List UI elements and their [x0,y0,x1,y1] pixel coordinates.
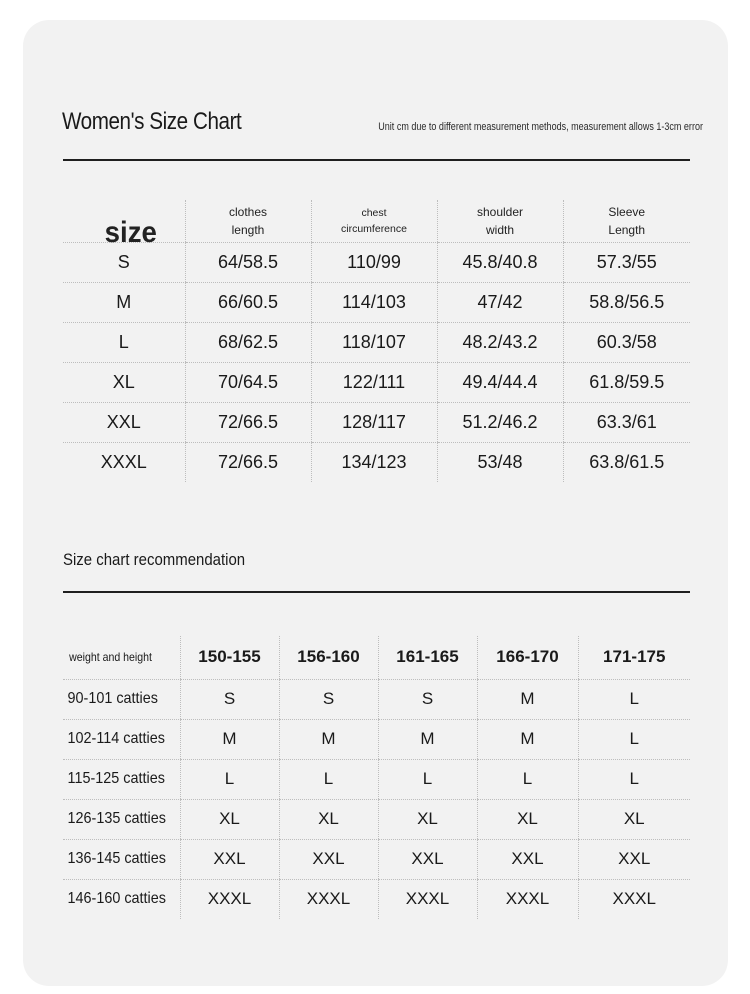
measurement-cell: 45.8/40.8 [437,242,563,282]
title-divider [63,159,690,161]
recommended-size-cell: XXL [279,839,378,879]
measurement-cell: 128/117 [311,402,437,442]
recommended-size-cell: L [578,759,690,799]
measurement-cell: 118/107 [311,322,437,362]
size-row [63,442,690,482]
recommended-size-cell: M [477,679,578,719]
recommendation-row [63,719,690,759]
size-label-cell: XL [63,362,185,402]
recommended-size-cell: M [180,719,279,759]
size-recommendation-table [63,636,690,919]
measurement-cell: 47/42 [437,282,563,322]
header-line: width [485,222,514,237]
recommended-size-cell: XL [180,799,279,839]
size-table-header-row [63,200,690,242]
recommended-size-cell: XL [578,799,690,839]
size-row [63,242,690,282]
measurement-cell: 57.3/55 [563,242,690,282]
header-line: chest [361,206,387,219]
recommended-size-cell: XXL [578,839,690,879]
recommendation-title: Size chart recommendation [63,550,246,569]
recommendation-row [63,679,690,719]
measurement-cell: 48.2/43.2 [437,322,563,362]
measurement-cell: 68/62.5 [185,322,311,362]
height-range-header: 171-175 [578,636,690,679]
recommended-size-cell: XXL [180,839,279,879]
recommended-size-cell: XXXL [279,879,378,919]
recommended-size-cell: XL [477,799,578,839]
recommended-size-cell: S [279,679,378,719]
measurement-cell: 64/58.5 [185,242,311,282]
size-label-cell: XXL [63,402,185,442]
recommendation-row [63,839,690,879]
page-title: Women's Size Chart [62,108,242,135]
measurement-cell: 63.8/61.5 [563,442,690,482]
size-column-header: size [68,200,180,242]
recommended-size-cell: M [279,719,378,759]
measurement-note: Unit cm due to different measurement methods, measurement allows 1-3cm error [378,121,703,133]
weight-range-cell: 102-114 catties [63,719,168,759]
column-header-shoulder-width [437,200,563,242]
size-label-cell: L [63,322,185,362]
recommended-size-cell: L [378,759,477,799]
recommended-size-cell: XXL [477,839,578,879]
recommendation-row [63,799,690,839]
size-label-cell: XXXL [100,451,147,472]
weight-range-cell: 115-125 catties [63,759,168,799]
recommended-size-cell: XXXL [180,879,279,919]
measurement-cell: 58.8/56.5 [563,282,690,322]
height-range-header: 161-165 [378,636,477,679]
column-header-chest-circumference [311,200,437,242]
size-row [63,282,690,322]
recommended-size-cell: XL [279,799,378,839]
measurement-cell: 66/60.5 [185,282,311,322]
weight-height-corner-label: weight and height [63,636,166,679]
header-line: length [231,222,265,237]
measurement-cell: 134/123 [311,442,437,482]
recommended-size-cell: L [180,759,279,799]
header-line: Sleeve [608,204,646,219]
recommended-size-cell: L [477,759,578,799]
weight-range-cell: 146-160 catties [67,890,166,908]
recommended-size-cell: S [180,679,279,719]
size-measurement-table [63,200,690,482]
height-range-header: 150-155 [180,636,279,679]
weight-range-cell: 90-101 catties [63,679,168,719]
measurement-cell: 72/66.5 [185,442,311,482]
measurement-cell: 51.2/46.2 [437,402,563,442]
measurement-cell: 70/64.5 [185,362,311,402]
weight-range-cell: 136-145 catties [63,839,168,879]
measurement-cell: 114/103 [311,282,437,322]
header-line: shoulder [476,204,524,219]
recommendation-header-row [63,636,690,679]
measurement-cell: 110/99 [311,242,437,282]
size-row [63,362,690,402]
size-row [63,322,690,362]
size-label-cell: M [63,282,185,322]
recommended-size-cell: XL [378,799,477,839]
measurement-cell: 72/66.5 [185,402,311,442]
recommended-size-cell: M [477,719,578,759]
header-line: clothes [228,204,268,219]
recommended-size-cell: XXL [378,839,477,879]
weight-range-cell: 126-135 catties [63,799,168,839]
recommended-size-cell: L [578,719,690,759]
recommended-size-cell: XXXL [578,879,690,919]
size-row [63,402,690,442]
column-header-clothes-length [185,200,311,242]
measurement-cell: 53/48 [437,442,563,482]
recommended-size-cell: L [578,679,690,719]
column-header-sleeve-length [563,200,690,242]
height-range-header: 166-170 [477,636,578,679]
recommended-size-cell: L [279,759,378,799]
measurement-cell: 61.8/59.5 [563,362,690,402]
recommended-size-cell: XXXL [477,879,578,919]
recommendation-row [63,879,690,919]
measurement-cell: 63.3/61 [563,402,690,442]
recommendation-divider [63,591,690,593]
size-label-cell: S [63,242,185,282]
recommended-size-cell: S [378,679,477,719]
height-range-header: 156-160 [279,636,378,679]
recommended-size-cell: XXXL [378,879,477,919]
recommendation-row [63,759,690,799]
measurement-cell: 49.4/44.4 [437,362,563,402]
measurement-cell: 122/111 [311,362,437,402]
header-line: circumference [341,222,407,235]
header-line: Length [608,222,646,237]
measurement-cell: 60.3/58 [563,322,690,362]
recommended-size-cell: M [378,719,477,759]
